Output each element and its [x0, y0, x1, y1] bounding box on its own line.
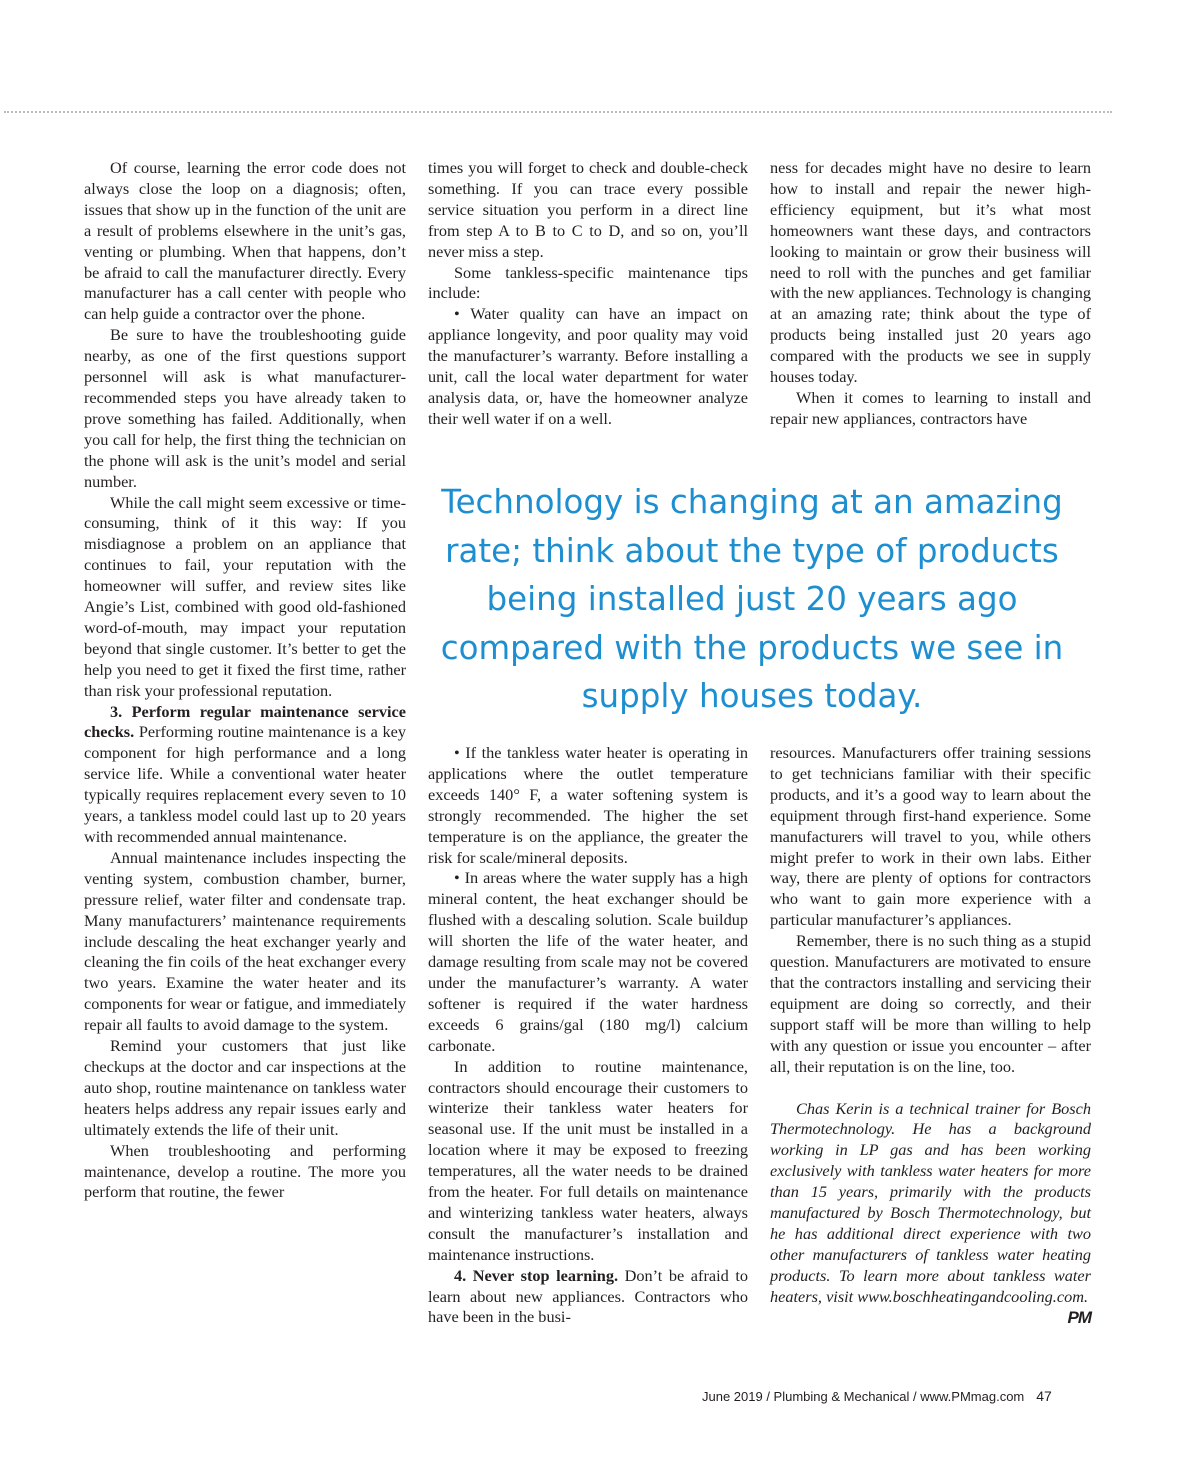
bullet-item: • In areas where the water supply has a high mineral content, the heat exchanger should be flushed with a descaling solution. Scale buildup will shorten the life of the water heater, and damage resulting from scale may not be covered under the manufacturer’s warranty. A water softener is required if the water hardness exceeds 6 grains/gal (180 mg/l) calcium carbonate. [428, 868, 748, 1055]
bullet-item: • If the tankless water heater is operating in applications where the outlet temperature exceeds 140° F, a water softening system is strongly recommended. The higher the set temperature is on the appliance, the greater the risk for scale/mineral deposits. [428, 743, 748, 867]
article-column-3-bottom [770, 743, 1091, 1328]
paragraph: resources. Manufacturers offer training sessions to get technicians familiar with their specific products, and it’s a good way to learn about the equipment through first-hand experience. Some manufacturers will travel to you, while others might prefer to work in their own labs. Either way, there are plenty of options for contractors who want to gain more experience with a particular manufacturer’s appliances. [770, 743, 1091, 930]
header-dotted-rule [4, 111, 1112, 113]
paragraph: When troubleshooting and performing maintenance, develop a routine. The more you perform that routine, the fewer [84, 1140, 406, 1202]
author-bio [770, 1098, 1091, 1327]
section-3-paragraph [84, 702, 406, 848]
page-number: 47 [1036, 1388, 1052, 1404]
page-footer [702, 1388, 1122, 1404]
pull-quote: Technology is changing at an amazing rate; think about the type of products being installed just 20 years ago compared with the products we see in supply houses today. [440, 483, 1064, 715]
paragraph: Remember, there is no such thing as a stupid question. Manufacturers are motivated to ensure that the contractors installing and servicing their equipment are doing so correctly, and their support staff will be more than willing to help with any question or issue you encounter – after all, their reputation is on the line, too. [770, 931, 1091, 1076]
section-4-paragraph [428, 1266, 748, 1329]
author-bio-body: Chas Kerin is a technical trainer for Bosch Thermotechnology. He has a background working in LP gas and has been working exclusively with tankless water heaters for more than 15 years, primarily with the products manufactured by Bosch Thermotechnology, but he has additional direct experience with two other manufacturers of tankless water heating products. To learn more about tankless water heaters, visit www.boschheatingandcooling.com. [770, 1098, 1091, 1306]
paragraph: Some tankless-specific maintenance tips include: [428, 262, 748, 303]
paragraph: Of course, learning the error code does not always close the loop on a diagnosis; often, issues that show up in the function of the unit are a result of problems elsewhere in the unit’s gas, venting or plumbing. When that happens, don’t be afraid to call the manufacturer directly. Every manufacturer has a call center with people who can help guide a contractor over the phone. [84, 158, 406, 324]
paragraph: Remind your customers that just like checkups at the doctor and car inspections at the auto shop, routine maintenance on tankless water heaters helps address any repair issues early and ultimately extends the life of their unit. [84, 1036, 406, 1139]
section-3-heading: 3. Perform regular maintenance service checks. [84, 701, 406, 742]
paragraph: When it comes to learning to install and repair new appliances, contractors have [770, 387, 1091, 428]
paragraph: Be sure to have the troubleshooting guide nearby, as one of the first questions support personnel will ask is what manufacturer-recommended steps you have already taken to prove something has failed. Additionally, when you call for help, the first thing the technician on the phone will ask is the unit’s model and serial number. [84, 325, 406, 491]
paragraph: While the call might seem excessive or time-consuming, think of it this way: If you misdiagnose a problem on an appliance that continues to fail, your reputation with the homeowner will suffer, and review sites like Angie’s List, combined with good old-fashioned word-of-mouth, may impact your reputation beyond that single customer. It’s better to get the help you need to get it fixed the first time, rather than risk your professional reputation. [84, 492, 406, 700]
article-column-2-top [428, 158, 748, 430]
paragraph: In addition to routine maintenance, contractors should encourage their customers to winterize their tankless water heaters for seasonal use. If the unit must be installed in a location where it may be exposed to freezing temperatures, all the water needs to be drained from the heater. For full details on maintenance and winterizing tankless water heaters, always consult the manufacturer’s installation and maintenance instructions. [428, 1056, 748, 1264]
section-4-lead: Don’t be afraid to learn about new appliances. Contractors who have been in the busi- [428, 1265, 748, 1327]
article-column-2-bottom [428, 743, 748, 1328]
author-bio-text [770, 1098, 1091, 1327]
section-3-lead: Performing routine maintenance is a key component for high performance and a long service life. While a conventional water heater typically requires replacement every seven to 10 years, a tankless model could last up to 20 years with recommended annual maintenance. [84, 722, 406, 846]
section-4-heading: 4. Never stop learning. [454, 1265, 619, 1285]
bullet-item: • Water quality can have an impact on appliance longevity, and poor quality may void the manufacturer’s warranty. Before installing a unit, call the local water department for water analysis data, or, have the homeowner analyze their well water if on a well. [428, 304, 748, 428]
footer-text: June 2019 / Plumbing & Mechanical / www.PMmag.com [702, 1389, 1025, 1404]
article-column-3-top [770, 158, 1091, 430]
paragraph: ness for decades might have no desire to learn how to install and repair the newer high-efficiency equipment, but it’s what most homeowners want these days, and contractors looking to maintain or grow their business will need to roll with the punches and get familiar with the new appliances. Technology is changing at an amazing rate; think about the type of products being installed just 20 years ago compared with the products we see in supply houses today. [770, 158, 1091, 387]
paragraph: Annual maintenance includes inspecting the venting system, combustion chamber, burner, pressure relief, water filter and condensate trap. Many manufacturers’ maintenance requirements include descaling the heat exchanger yearly and cleaning the fin coils of the heat exchanger every two years. Examine the water heater and its components for wear or fatigue, and immediately repair all faults to avoid damage to the system. [84, 847, 406, 1035]
article-column-1 [84, 158, 406, 1203]
pm-end-mark-icon: PM [1067, 1307, 1091, 1327]
paragraph: times you will forget to check and double-check something. If you can trace every possible service situation you perform in a direct line from step A to B to C to D, and so on, you’ll never miss a step. [428, 158, 748, 261]
